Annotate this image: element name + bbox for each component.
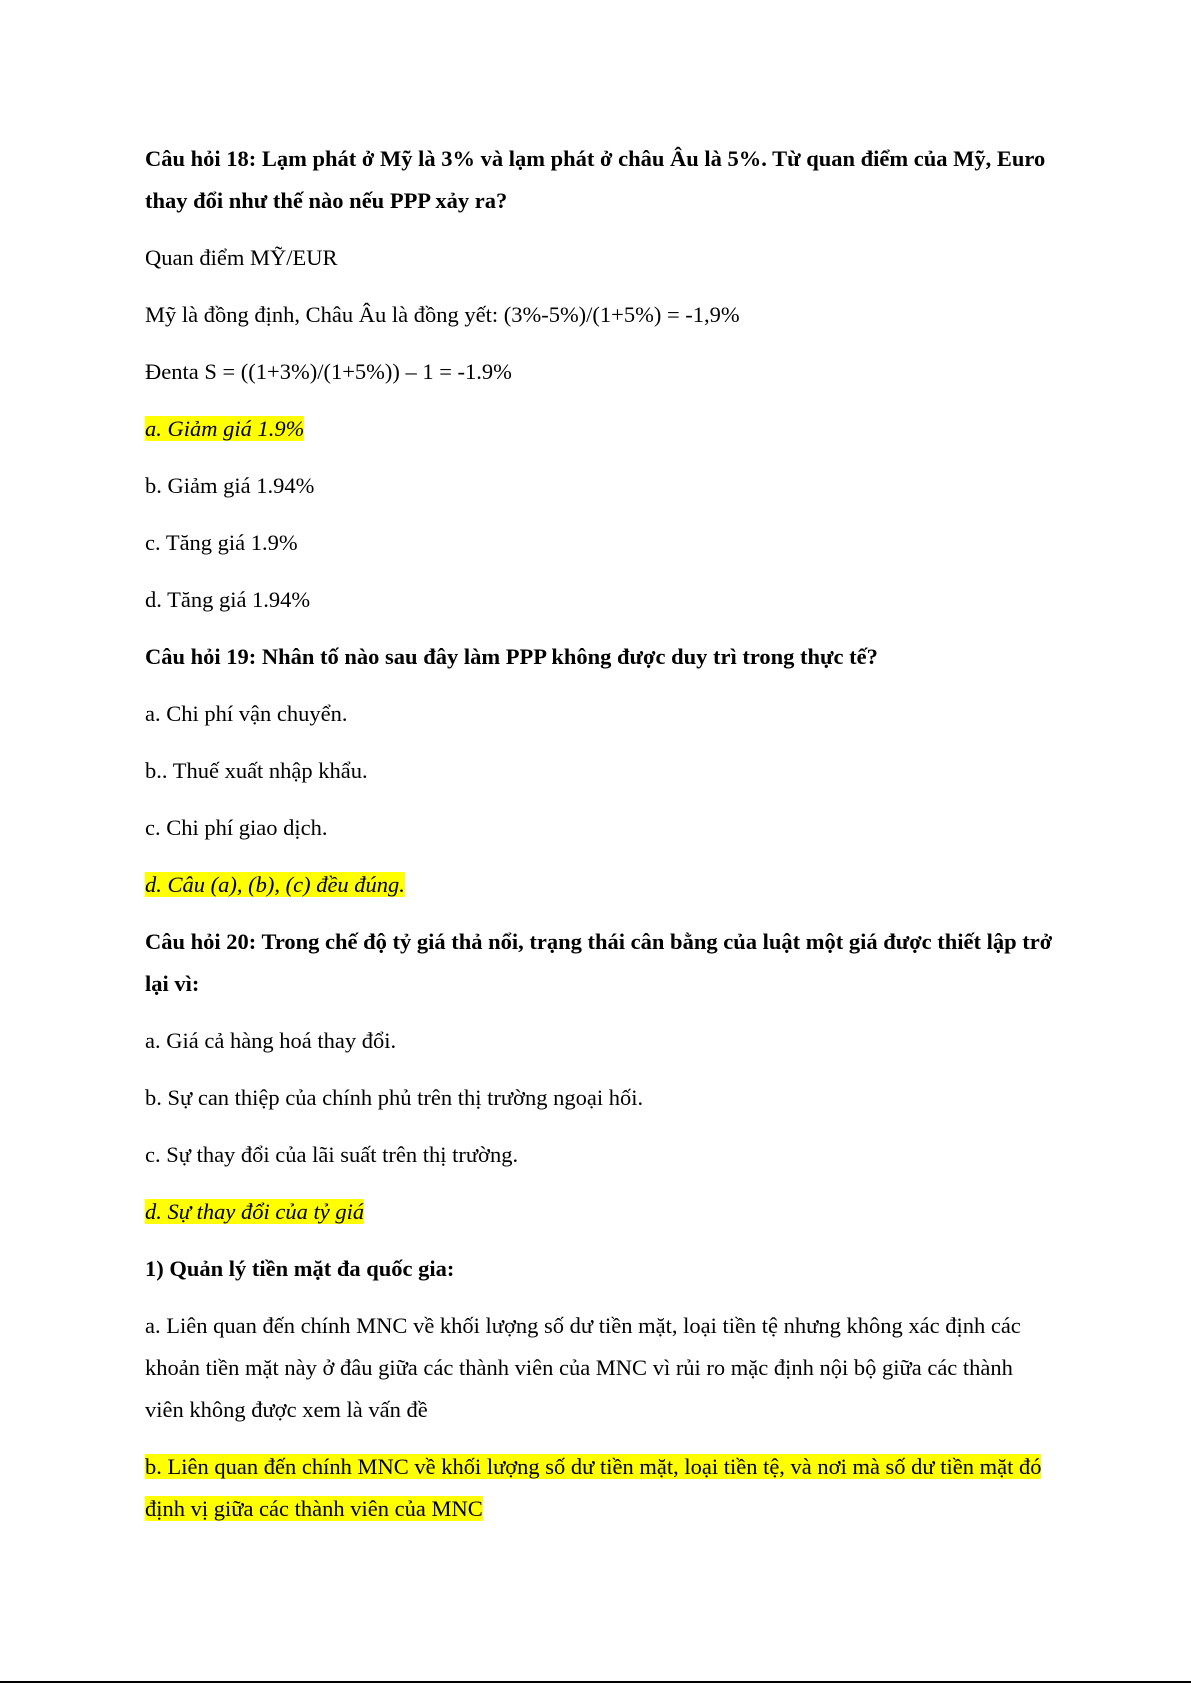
question-19-option-c: c. Chi phí giao dịch. [145,815,328,840]
highlighted-answer: d. Câu (a), (b), (c) đều đúng. [145,872,405,897]
question-18-option-c: c. Tăng giá 1.9% [145,530,298,555]
question-18-option-b: b. Giảm giá 1.94% [145,473,315,498]
highlighted-answer: b. Liên quan đến chính MNC về khối lượng số dư tiền mặt, loại tiền tệ, và nơi mà số dư tiền mặt đó định vị giữa các thành viên của MNC [145,1454,1042,1521]
document-page [145,138,1055,1545]
question-19-option-b: b.. Thuế xuất nhập khẩu. [145,758,368,783]
highlighted-answer: a. Giảm giá 1.9% [145,416,305,441]
question-1-option-b [145,1446,1055,1530]
question-20-option-b: b. Sự can thiệp của chính phủ trên thị trường ngoại hối. [145,1085,644,1110]
page-bottom-rule [0,1681,1191,1683]
question-19-title: Câu hỏi 19: Nhân tố nào sau đây làm PPP không được duy trì trong thực tế? [145,644,878,669]
question-20-option-c: c. Sự thay đổi của lãi suất trên thị trường. [145,1142,519,1167]
question-18-option-a [145,408,1055,450]
question-20-option-d [145,1191,1055,1233]
highlighted-answer: d. Sự thay đổi của tỷ giá [145,1199,365,1224]
question-18-note-formula: Mỹ là đồng định, Châu Âu là đồng yết: (3%-5%)/(1+5%) = -1,9% [145,302,740,327]
question-19-option-a: a. Chi phí vận chuyển. [145,701,348,726]
question-1-title: 1) Quản lý tiền mặt đa quốc gia: [145,1256,455,1281]
question-18-note-view: Quan điểm MỸ/EUR [145,245,338,270]
question-20-option-a: a. Giá cả hàng hoá thay đổi. [145,1028,397,1053]
question-18-note-delta: Đenta S = ((1+3%)/(1+5%)) – 1 = -1.9% [145,359,512,384]
question-1-option-a: a. Liên quan đến chính MNC về khối lượng số dư tiền mặt, loại tiền tệ nhưng không xác định các khoản tiền mặt này ở đâu giữa các thành viên của MNC vì rủi ro mặc định nội bộ giữa các thành viên không được xem là vấn đề [145,1313,1021,1422]
question-18-option-d: d. Tăng giá 1.94% [145,587,311,612]
question-18-title: Câu hỏi 18: Lạm phát ở Mỹ là 3% và lạm phát ở châu Âu là 5%. Từ quan điểm của Mỹ, Euro thay đổi như thế nào nếu PPP xảy ra? [145,146,1046,213]
question-19-option-d [145,864,1055,906]
question-20-title: Câu hỏi 20: Trong chế độ tỷ giá thả nổi, trạng thái cân bằng của luật một giá được thiết lập trở lại vì: [145,929,1053,996]
